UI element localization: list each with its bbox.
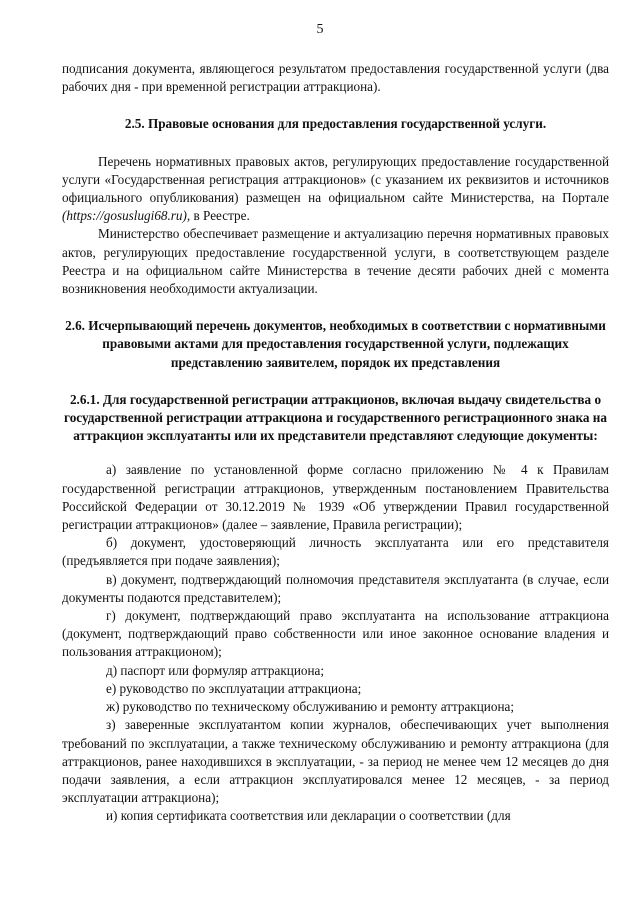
list-item: б) документ, удостоверяющий личность эксплуатанта или его представителя (предъявляется при подаче заявления); [62,535,609,569]
list-item: е) руководство по эксплуатации аттракциона; [106,680,362,696]
list-item: а) заявление по установленной форме согласно приложению № 4 к Правилам государственной регистрации аттракционов, утвержденным постановлением Правительства Российской Федерации от 30.12.2019 № 1939 «Об утверждении Правил государственной регистрации аттракционов» (далее – заявление, Правила регистрации); [62,462,609,533]
paragraph-text: в Реестре. [190,208,250,224]
section-heading-2-6: 2.6. Исчерпывающий перечень документов, необходимых в соответствии с нормативными правовыми актами для предоставления государственной услуги, подлежащих представлению заявителем, порядок их представления [65,318,606,370]
list-item: з) заверенные эксплуатантом копии журналов, обеспечивающих учет выполнения требований по эксплуатации, а также техническому обслуживанию и ремонту аттракциона (для аттракционов, ранее находившихся в эксплуатации, - за период не менее чем 12 месяцев до дня подачи заявления, а если аттракцион эксплуатировался менее 12 месяцев, - за период эксплуатации аттракциона); [62,717,609,806]
paragraph-ministry-updates: Министерство обеспечивает размещение и актуализацию перечня нормативных правовых актов, регулирующих предоставление государственной услуги, в соответствующем разделе Реестра и на официальном сайте Министерства в течение десяти рабочих дней с момента возникновения необходимости актуализации. [62,226,609,297]
portal-link[interactable]: (https://gosuslugi68.ru), [62,208,191,224]
list-item: г) документ, подтверждающий право эксплуатанта на использование аттракциона (документ, подтверждающий право собственности или иное законное основание владения и пользования аттракционом); [62,608,609,660]
list-item: в) документ, подтверждающий полномочия представителя эксплуатанта (в случае, если документы подаются представителем); [62,571,609,605]
section-heading-2-5: 2.5. Правовые основания для предоставления государственной услуги. [124,116,547,132]
paragraph-text: Перечень нормативных правовых актов, регулирующих предоставление государственной услуги «Государственная регистрация аттракционов» (с указанием их реквизитов и источников официального опубликования) размещен на официальном сайте Министерства, на Портале [62,153,609,206]
list-item: и) копия сертификата соответствия или декларации о соответствии (для [106,808,511,824]
page-content [62,60,609,826]
document-list [62,461,609,825]
list-item: д) паспорт или формуляр аттракциона; [106,662,325,678]
list-item: ж) руководство по техническому обслуживанию и ремонту аттракциона; [106,699,515,715]
continuation-paragraph: подписания документа, являющегося результатом предоставления государственной услуги (два рабочих дня - при временной регистрации аттракциона). [62,61,609,95]
page-number: 5 [316,22,324,37]
paragraph-legal-acts-list [62,153,609,226]
section-heading-2-6-1: 2.6.1. Для государственной регистрации аттракционов, включая выдачу свидетельства о государственной регистрации аттракциона и государственного регистрационного знака на аттракцион эксплуатанты или их представители представляют следующие документы: [64,391,607,444]
